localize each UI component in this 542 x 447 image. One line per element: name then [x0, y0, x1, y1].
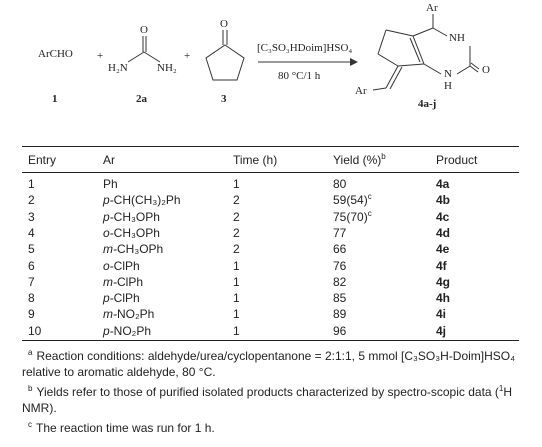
catalyst-label: [C₃SO₃HDoim]HSO₄	[257, 42, 353, 54]
table-row	[0, 324, 542, 340]
cell-ar-main: CH₃OPh	[113, 209, 160, 224]
cell-ar-main: ClPh	[117, 274, 144, 289]
reaction-scheme	[0, 0, 542, 140]
cell-product: 4j	[436, 323, 447, 338]
header-yield-text: Yield (%)	[333, 153, 382, 167]
cell-time: 2	[233, 193, 240, 208]
cell-yield	[333, 291, 346, 305]
footnote-c	[22, 417, 520, 436]
cell-entry: 10	[28, 323, 42, 338]
table-row	[0, 193, 542, 209]
cell-yield-value: 76	[333, 258, 347, 273]
header-ar: Ar	[103, 153, 115, 167]
cell-yield-value: 80	[333, 177, 347, 191]
urea-h2n: H₂N	[108, 62, 128, 74]
cell-entry: 3	[28, 209, 35, 224]
cell-ar	[103, 324, 151, 338]
cell-entry: 4	[28, 225, 35, 240]
cell-ar-prefix: m-	[103, 307, 117, 322]
cell-product: 4d	[436, 225, 451, 240]
footnote-a	[22, 345, 520, 380]
cell-time: 1	[233, 323, 240, 338]
cell-yield-value: 89	[333, 307, 347, 322]
cell-ar-main: NO₂Ph	[113, 323, 152, 338]
product-bond	[413, 28, 433, 36]
compound-label-4: 4a-j	[418, 98, 437, 110]
cell-yield-value: 85	[333, 291, 347, 306]
cell-ar-prefix: o-	[103, 225, 114, 240]
table-row	[0, 259, 542, 275]
cyclopentanone-ring	[206, 45, 244, 80]
table-header-rule	[22, 172, 519, 173]
product-bond	[378, 54, 398, 66]
urea-nh2: NH₂	[157, 62, 177, 74]
compound-label-3: 3	[221, 93, 227, 105]
product-bond	[398, 64, 424, 66]
cell-ar	[103, 307, 154, 321]
cell-product: 4i	[436, 307, 447, 322]
cell-ar-prefix: p-	[103, 291, 114, 306]
cell-product: 4b	[436, 193, 451, 208]
cell-yield	[333, 226, 346, 240]
cell-yield	[333, 242, 346, 256]
cell-ar	[103, 291, 140, 305]
cell-ar-main: CH₃OPh	[117, 242, 164, 257]
cell-ar-prefix: p-	[103, 193, 114, 208]
cell-entry: 8	[28, 291, 35, 306]
cell-ar-prefix: p-	[103, 323, 114, 338]
cell-yield-value: 75(70)	[333, 209, 368, 224]
cell-ar-prefix: o-	[103, 258, 114, 273]
cell-yield-value: 96	[333, 323, 347, 338]
header-product: Product	[436, 153, 478, 167]
table-row	[0, 242, 542, 258]
footnote-b-sup: 1	[498, 384, 504, 393]
product-bond	[373, 88, 386, 90]
cell-time: 2	[233, 242, 240, 257]
cell-yield	[333, 259, 346, 273]
table-row	[0, 275, 542, 291]
reactant-aldehyde: ArCHO	[38, 48, 73, 60]
cell-product: 4c	[436, 209, 450, 224]
product-bond	[378, 30, 386, 54]
product-bond	[386, 30, 413, 36]
product-n: N	[444, 68, 452, 80]
footnote-b	[22, 381, 520, 416]
table-row	[0, 307, 542, 323]
cell-time: 1	[233, 177, 240, 191]
cell-product: 4f	[436, 258, 447, 273]
product-h: H	[444, 80, 452, 92]
product-ar-top: Ar	[426, 2, 438, 14]
compound-label-2a: 2a	[136, 93, 147, 105]
plus-sign-1: +	[97, 50, 104, 62]
footnote-b-mark: b	[28, 384, 33, 393]
cell-yield	[333, 275, 346, 289]
cell-ar	[103, 193, 181, 207]
cell-ar-main: ClPh	[113, 291, 140, 306]
cell-product: 4a	[436, 177, 450, 191]
plus-sign-2: +	[184, 50, 191, 62]
cell-time: 1	[233, 274, 240, 289]
header-yield-footnote-mark: b	[381, 152, 386, 161]
product-bond	[433, 28, 447, 36]
product-bond	[457, 66, 470, 74]
cell-ar	[103, 259, 140, 273]
cell-yield-value: 66	[333, 242, 347, 257]
cell-ar-main: ClPh	[113, 258, 140, 273]
cell-yield	[333, 324, 346, 338]
cell-ar-prefix: m-	[103, 242, 117, 257]
cell-ar-main: CH₃OPh	[113, 225, 160, 240]
footnote-a-text: Reaction conditions: aldehyde/urea/cyclopentanone = 2:1:1, 5 mmol [C₃SO₃H-Doim]HSO₄ relative to aromatic aldehyde, 80 °C.	[22, 349, 516, 379]
cell-time: 1	[233, 258, 240, 273]
table-row	[0, 226, 542, 242]
cell-ar-main: Ph	[103, 177, 118, 191]
footnote-b-text-1: Yields refer to those of purified isolated products characterized by spectro-scopic data (	[36, 385, 499, 399]
cell-entry: 7	[28, 274, 35, 289]
cell-yield-value: 59(54)	[333, 193, 368, 208]
scheme-structures	[0, 0, 542, 140]
urea-c-n-left	[128, 52, 144, 62]
cell-yield-footnote-mark: c	[367, 192, 372, 202]
compound-label-1: 1	[52, 93, 58, 105]
reaction-arrow-head	[350, 58, 358, 66]
cell-time: 1	[233, 307, 240, 322]
urea-c-n-right	[144, 52, 160, 62]
cell-entry: 5	[28, 242, 35, 257]
product-bond	[424, 64, 441, 74]
cell-product: 4h	[436, 291, 451, 306]
cell-ar	[103, 275, 143, 289]
conditions-label: 80 °C/1 h	[278, 70, 321, 82]
header-time: Time (h)	[233, 153, 278, 167]
cell-product: 4g	[436, 274, 451, 289]
product-nh: NH	[449, 32, 465, 44]
cell-product: 4e	[436, 242, 450, 257]
footnote-a-mark: a	[28, 348, 33, 357]
table-row	[0, 210, 542, 226]
cell-time: 1	[233, 291, 240, 306]
cell-ar-main: NO₂Ph	[117, 307, 155, 322]
cell-ar	[103, 242, 163, 256]
cell-ar-main: CH(CH₃)₂Ph	[113, 193, 181, 208]
product-oxygen: O	[482, 64, 490, 76]
footnote-b-text-2: H NMR).	[22, 385, 513, 415]
cell-ar	[103, 177, 118, 191]
cell-ar-prefix: p-	[103, 209, 114, 224]
footnote-c-text: The reaction time was run for 1 h.	[36, 421, 215, 435]
cell-yield	[333, 193, 372, 207]
cell-yield-value: 77	[333, 225, 347, 240]
cell-yield	[333, 307, 346, 321]
table-top-rule	[22, 146, 519, 147]
cell-entry: 1	[28, 177, 35, 191]
cell-time: 2	[233, 225, 240, 240]
header-entry: Entry	[28, 153, 57, 167]
cell-ar	[103, 210, 160, 224]
cell-yield-footnote-mark: c	[367, 208, 372, 218]
cell-entry: 2	[28, 193, 35, 208]
cell-entry: 9	[28, 307, 35, 322]
cell-ar	[103, 226, 160, 240]
cell-time: 2	[233, 209, 240, 224]
cell-yield	[333, 210, 372, 224]
urea-oxygen: O	[140, 24, 148, 36]
product-ar-bottom: Ar	[355, 85, 367, 97]
cell-yield-value: 82	[333, 274, 347, 289]
table-bottom-rule	[22, 340, 519, 341]
table-header-row	[0, 153, 542, 169]
cell-yield	[333, 177, 346, 191]
table-row	[0, 177, 542, 193]
header-yield	[333, 153, 386, 167]
cell-ar-prefix: m-	[103, 274, 117, 289]
ketone-oxygen: O	[220, 18, 228, 30]
footnote-c-mark: c	[28, 420, 32, 429]
table-row	[0, 291, 542, 307]
cell-entry: 6	[28, 258, 35, 273]
